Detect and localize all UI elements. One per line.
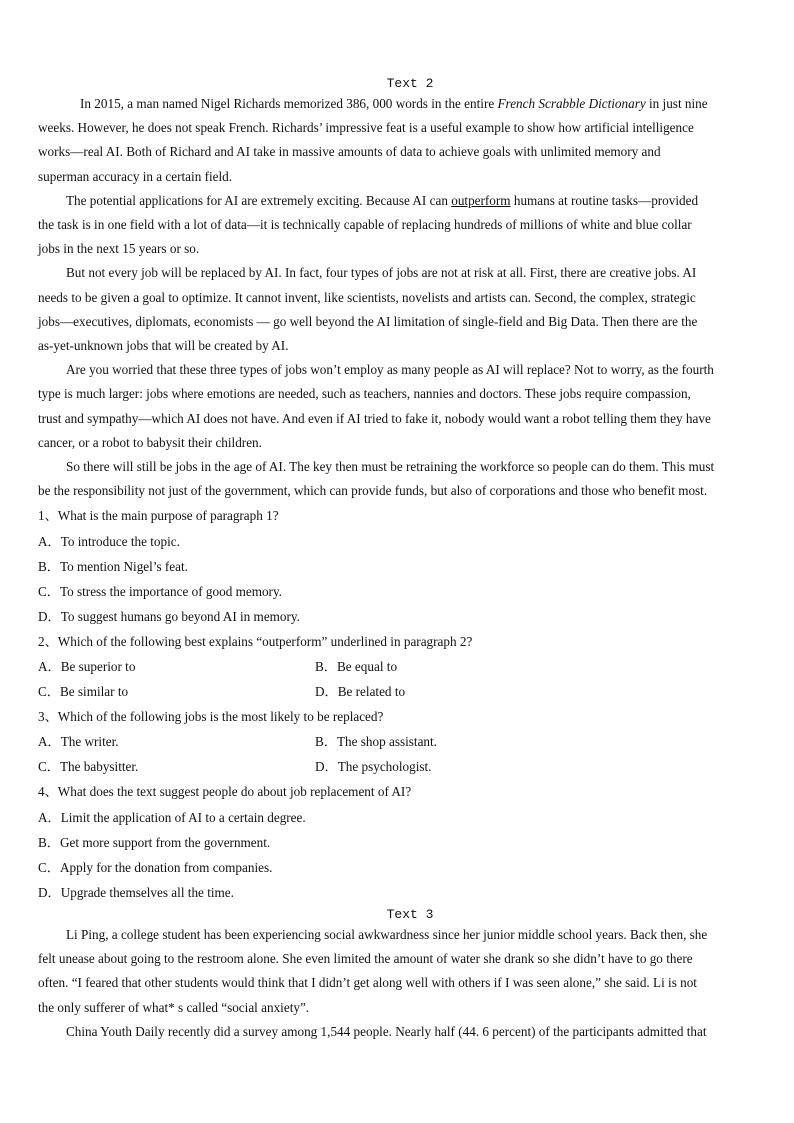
option-c[interactable]: C．The babysitter. bbox=[38, 759, 139, 775]
question-stem: 1、What is the main purpose of paragraph 1? bbox=[38, 508, 279, 524]
option-row bbox=[38, 654, 758, 679]
text-run: humans at routine tasks—provided bbox=[510, 192, 699, 208]
text-line: trust and sympathy—which AI does not have. And even if AI tried to fake it, nobody would want a robot telling them they have bbox=[38, 410, 711, 426]
underlined-word: outperform bbox=[451, 192, 511, 208]
text-run: in just nine bbox=[645, 96, 708, 111]
text-line: But not every job will be replaced by AI. In fact, four types of jobs are not at risk at all. First, there are creative jobs. AI bbox=[66, 265, 697, 281]
question-1 bbox=[38, 503, 758, 628]
option-row bbox=[38, 679, 758, 704]
option-c[interactable]: C．Apply for the donation from companies. bbox=[38, 859, 273, 875]
text-line: jobs—executives, diplomats, economists — go well beyond the AI limitation of single-field and Big Data. Then there are the bbox=[38, 313, 698, 329]
question-3 bbox=[38, 704, 758, 779]
text-line: needs to be given a goal to optimize. It cannot invent, like scientists, novelists and artists can. Second, the complex, strategic bbox=[38, 289, 696, 305]
option-d[interactable]: D．Be related to bbox=[315, 684, 406, 700]
option-b[interactable]: B．Get more support from the government. bbox=[38, 834, 271, 850]
text-line: as-yet-unknown jobs that will be created by AI. bbox=[38, 338, 289, 354]
text-line: So there will still be jobs in the age of AI. The key then must be retraining the workforce so people can do them. This must bbox=[66, 459, 715, 475]
option-d[interactable]: D．The psychologist. bbox=[315, 759, 432, 775]
option-c[interactable]: C．To stress the importance of good memory. bbox=[38, 583, 282, 599]
option-a[interactable]: A．To introduce the topic. bbox=[38, 533, 180, 549]
text2-paragraph-1 bbox=[38, 92, 758, 189]
text-line: Are you worried that these three types of jobs won’t employ as many people as AI will replace? Not to worry, as the fourth bbox=[66, 362, 714, 378]
text2-paragraph-3 bbox=[38, 261, 758, 358]
text-line: the only sufferer of what* s called “social anxiety”. bbox=[38, 999, 310, 1015]
option-row bbox=[38, 754, 758, 779]
text3-heading: Text 3 bbox=[386, 906, 434, 922]
question-2 bbox=[38, 629, 758, 704]
text-run: In 2015, a man named Nigel Richards memorized 386, 000 words in the entire bbox=[80, 96, 498, 111]
question-stem: 3、Which of the following jobs is the most likely to be replaced? bbox=[38, 709, 384, 725]
option-a[interactable]: A．Be superior to bbox=[38, 659, 136, 675]
text-line: felt unease about going to the restroom alone. She even limited the amount of water she drank so she didn’t have to go there bbox=[38, 951, 693, 967]
text2-heading: Text 2 bbox=[386, 76, 434, 91]
text-line: works—real AI. Both of Richard and AI take in massive amounts of data to achieve goals with unlimited memory and bbox=[38, 144, 661, 160]
text-line: China Youth Daily recently did a survey among 1,544 people. Nearly half (44. 6 percent) of the participants admitted that bbox=[66, 1023, 707, 1039]
text3-paragraph-2 bbox=[38, 1020, 758, 1044]
text3-paragraph-1 bbox=[38, 923, 758, 1020]
text-line: jobs in the next 15 years or so. bbox=[38, 241, 200, 257]
option-row bbox=[38, 729, 758, 754]
text-line: the task is in one field with a lot of data—it is technically capable of replacing hundreds of millions of white and blue collar bbox=[38, 217, 692, 233]
text-line: weeks. However, he does not speak French. Richards’ impressive feat is a useful example to show how artificial intelligence bbox=[38, 120, 694, 136]
text-run: The potential applications for AI are extremely exciting. Because AI can bbox=[66, 192, 452, 208]
question-stem: 4、What does the text suggest people do about job replacement of AI? bbox=[38, 784, 412, 800]
option-b[interactable]: B．Be equal to bbox=[315, 659, 398, 675]
option-b[interactable]: B．To mention Nigel’s feat. bbox=[38, 558, 188, 574]
option-a[interactable]: A．Limit the application of AI to a certain degree. bbox=[38, 809, 306, 825]
question-4 bbox=[38, 779, 758, 904]
text-line bbox=[38, 189, 758, 213]
option-c[interactable]: C．Be similar to bbox=[38, 684, 129, 700]
text-line: cancer, or a robot to babysit their children. bbox=[38, 434, 262, 450]
text-line: be the responsibility not just of the government, which can provide funds, but also of corporations and those who benefit most. bbox=[38, 483, 708, 499]
question-stem: 2、Which of the following best explains “outperform” underlined in paragraph 2? bbox=[38, 633, 473, 649]
book-title: French Scrabble Dictionary bbox=[497, 96, 646, 111]
text2-paragraph-4 bbox=[38, 358, 758, 455]
text2-paragraph-5 bbox=[38, 455, 758, 503]
text2-paragraph-2 bbox=[38, 189, 758, 262]
text-line: often. “I feared that other students would think that I didn’t get along well with others if I was seen alone,” she said. Li is not bbox=[38, 975, 697, 991]
text-line: type is much larger: jobs where emotions are needed, such as teachers, nannies and doctors. These jobs require compassion, bbox=[38, 386, 691, 402]
option-d[interactable]: D．To suggest humans go beyond AI in memory. bbox=[38, 608, 300, 624]
text-line: Li Ping, a college student has been experiencing social awkwardness since her junior middle school years. Back then, she bbox=[66, 926, 708, 942]
document-page bbox=[38, 76, 758, 1044]
text-line: superman accuracy in a certain field. bbox=[38, 168, 233, 184]
text-line bbox=[38, 92, 758, 116]
option-a[interactable]: A．The writer. bbox=[38, 734, 119, 750]
option-d[interactable]: D．Upgrade themselves all the time. bbox=[38, 884, 234, 900]
option-b[interactable]: B．The shop assistant. bbox=[315, 734, 437, 750]
